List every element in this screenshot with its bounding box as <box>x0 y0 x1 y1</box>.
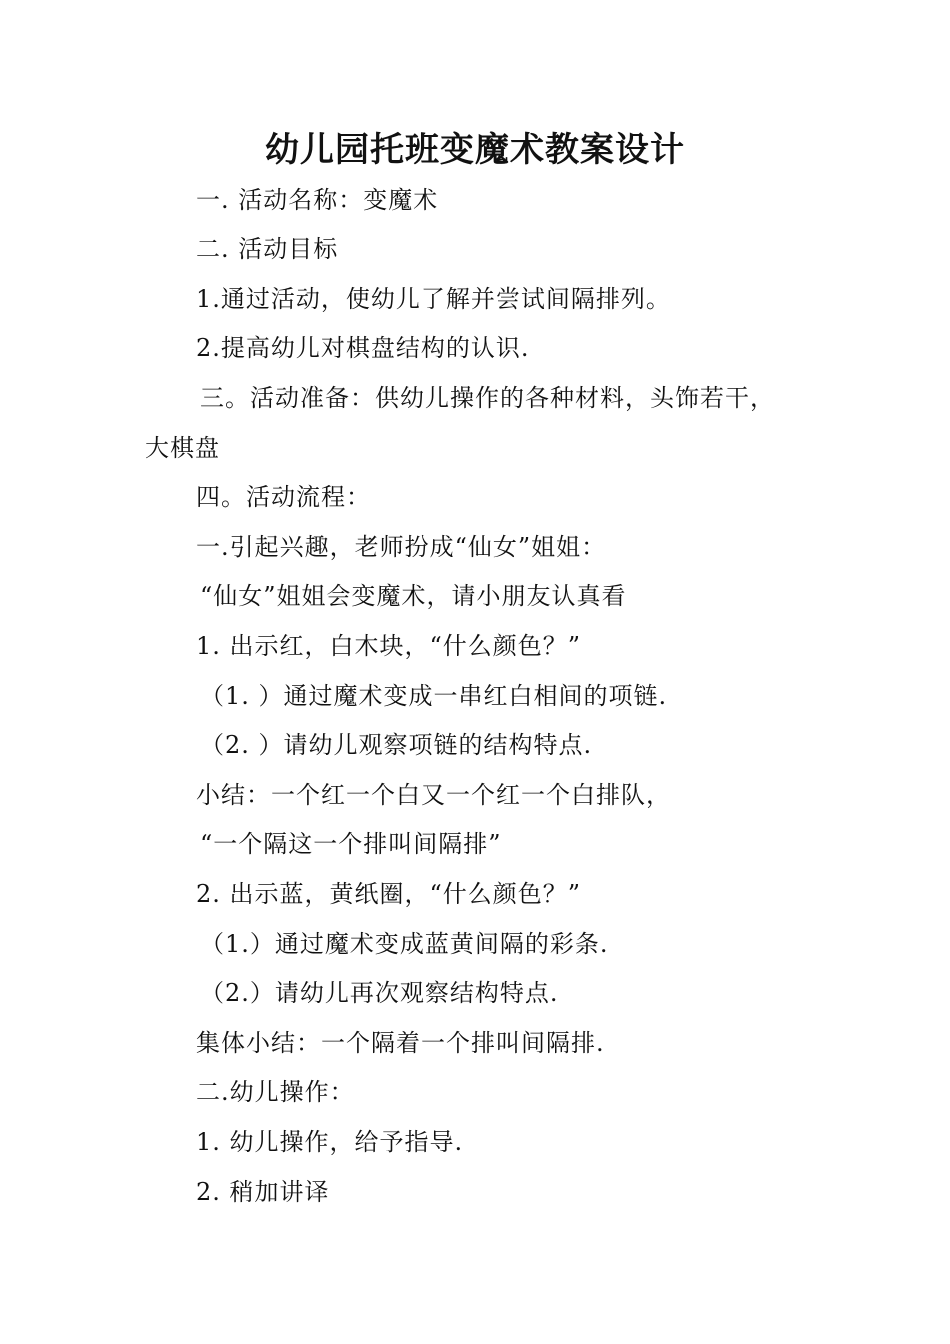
section-4-process: 四。活动流程： <box>196 483 371 511</box>
step-1-interest: 一.引起兴趣，老师扮成“仙女”姐姐： <box>196 533 607 561</box>
step-1-item-1-sub-1: （1. ）通过魔术变成一串红白相间的项链. <box>200 682 668 710</box>
section-3-preparation-continued: 大棋盘 <box>145 434 220 462</box>
summary-1-quote: “一个隔这一个排叫间隔排” <box>200 830 502 858</box>
goal-item-1: 1.通过活动，使幼儿了解并尝试间隔排列。 <box>196 285 671 313</box>
group-summary: 集体小结：一个隔着一个排叫间隔排. <box>196 1029 605 1057</box>
step-1-fairy-magic: “仙女”姐姐会变魔术，请小朋友认真看 <box>200 582 627 610</box>
step-1-item-1-sub-2: （2. ）请幼儿观察项链的结构特点. <box>200 731 593 759</box>
step-2-item-2: 2. 稍加讲译 <box>196 1178 330 1206</box>
summary-1: 小结：一个红一个白又一个红一个白排队， <box>196 781 671 809</box>
step-1-item-2: 2. 出示蓝，黄纸圈，“什么颜色？” <box>196 880 582 908</box>
document-title: 幼儿园托班变魔术教案设计 <box>265 130 685 170</box>
step-1-item-2-sub-1: （1.）通过魔术变成蓝黄间隔的彩条. <box>200 930 609 958</box>
step-1-item-1: 1. 出示红，白木块，“什么颜色？” <box>196 632 582 660</box>
step-2-item-1: 1. 幼儿操作，给予指导. <box>196 1128 464 1156</box>
step-1-item-2-sub-2: （2.）请幼儿再次观察结构特点. <box>200 979 559 1007</box>
goal-item-2: 2.提高幼儿对棋盘结构的认识. <box>196 334 530 362</box>
step-2-child-operation: 二.幼儿操作： <box>196 1078 355 1106</box>
section-3-preparation: 三。活动准备：供幼儿操作的各种材料，头饰若干， <box>200 384 775 412</box>
section-1-activity-name: 一. 活动名称：变魔术 <box>196 186 439 214</box>
section-2-activity-goals: 二. 活动目标 <box>196 235 339 263</box>
